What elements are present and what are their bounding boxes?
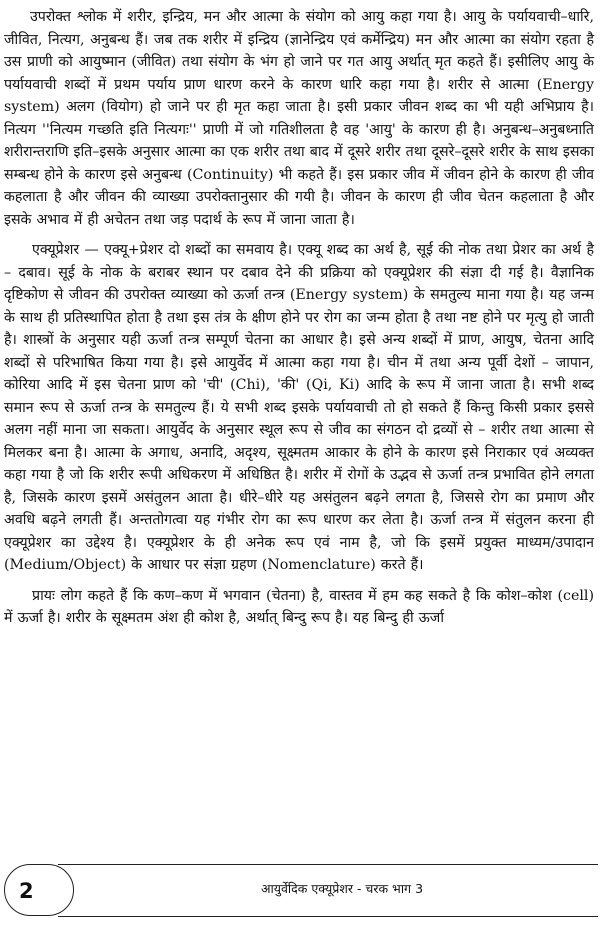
footer-bottom-rule	[58, 916, 598, 917]
page-number-badge	[4, 864, 74, 916]
footer-top-rule	[58, 864, 598, 865]
page-footer	[2, 858, 598, 920]
paragraph-cell-energy: प्रायः लोग कहते हैं कि कण–कण में भगवान (चेतना) है, वास्तव में हम कह सकते है कि कोश–कोश (cell) में ऊर्जा है। शरीर के सूक्ष्मतम अंश ही कोश है, अर्थात् बिन्दु रूप है। यह बिन्दु ही ऊर्जा	[4, 587, 594, 626]
page-number: 2	[19, 879, 34, 903]
footer-book-title: आयुर्वेदिक एक्यूप्रेशर - चरक भाग 3	[260, 881, 424, 896]
paragraph-acupressure-definition: एक्यूप्रेशर — एक्यू+प्रेशर दो शब्दों का समवाय है। एक्यू शब्द का अर्थ है, सूई की नोक तथा प्रेशर का अर्थ है – दबाव। सूई के नोक के बराबर स्थान पर दबाव देने की प्रक्रिया को एक्यूप्रेशर की संज्ञा दी गई है। वैज्ञानिक दृष्टिकोण से जीवन की उपरोक्त व्याख्या को ऊर्जा तन्त्र (Energy system) के समतुल्य माना गया है। यह जन्म के साथ ही प्रतिस्थापित होता है तथा इस तंत्र के क्षीण होने पर रोग का जन्म होता है तथा नष्ट होने पर मृत्यु हो जाती है। शास्त्रों के अनुसार यही ऊर्जा तन्त्र सम्पूर्ण चेतना का आधार है। इसे अन्य शब्दों में प्राण, आयुष, चेतना आदि शब्दों से परिभाषित किया गया है। इसे आयुर्वेद में आत्मा कहा गया है। चीन में तथा अन्य पूर्वी देशों – जापान, कोरिया आदि में इस चेतना प्राण को 'ची' (Chi), 'की' (Qi, Ki) आदि के रूप में जाना जाता है। सभी शब्द समान रूप से ऊर्जा तन्त्र के समतुल्य हैं। ये सभी शब्द इसके पर्यायवाची तो हो सकते हैं किन्तु किसी प्रकार इससे अलग नहीं माना जा सकता। आयुर्वेद के अनुसार स्थूल रूप से जीव का संगठन दो द्रव्यों से – शरीर तथा आत्मा से मिलकर बना है। आत्मा के अगाध, अनादि, अदृश्य, सूक्ष्मतम आकार के होने के कारण इसे निराकार एवं अव्यक्त कहा गया है जो कि शरीर रूपी अधिकरण में अधिष्ठित है। शरीर में रोगों के उद्भव से ऊर्जा तन्त्र प्रभावित होने लगता है, जिसके कारण इसमें असंतुलन आता है। धीरे–धीरे यह असंतुलन बढ़ने लगता है, जिससे रोग का प्रमाण और अवधि बढ़ने लगती हैं। अन्ततोगत्वा यह गंभीर रोग का रूप धारण कर लेता है। ऊर्जा तन्त्र में संतुलन करना ही एक्यूप्रेशर का उद्देश्य है। एक्यूप्रेशर के ही अनेक रूप एवं नाम है, जो कि इसमें प्रयुक्त माध्यम/उपादान (Medium/Object) के आधार पर संज्ञा ग्रहण (Nomenclature) करते हैं।	[4, 242, 594, 573]
paragraph-ayu-definition: उपरोक्त श्लोक में शरीर, इन्द्रिय, मन और आत्मा के संयोग को आयु कहा गया है। आयु के पर्यायवाची–धारि, जीवित, नित्यग, अनुबन्ध हैं। जब तक शरीर में इन्द्रिय (ज्ञानेन्द्रिय एवं कर्मेन्द्रिय) मन और आत्मा का संयोग रहता है उस प्राणी को आयुष्मान (जीवित) तथा संयोग के भंग हो जाने पर गत आयु अर्थात् मृत कहते हैं। इसीलिए आयु के पर्यायवाची शब्दों में प्रथम पर्याय प्राण धारण करने के कारण धारि कहा गया है। शरीर से आत्मा (Energy system) अलग (वियोग) हो जाने पर ही मृत कहा जाता है। इसी प्रकार जीवन शब्द का भी यही अभिप्राय है। नित्यग ''नित्यम गच्छति इति नित्यगः'' प्राणी में जो गतिशीलता है वह 'आयु' के कारण ही है। अनुबन्ध–अनुबध्नाति शरीरान्तराणि इति–इसके अनुसार आत्मा का एक शरीर तथा बाद में दूसरे शरीर तथा दूसरे–दूसरे शरीर के साथ इसका सम्बन्ध होने के कारण इसे अनुबन्ध (Continuity) भी कहते हैं। इस प्रकार जीव में जीवन होने के कारण ही जीव कहलाता है और जीवन की व्याख्या उपरोक्तानुसार की गयी है। जीवन के कारण ही जीव चेतन कहलाता है और इसके अभाव में ही अचेतन तथा जड़ पदार्थ के रूप में जाना जाता है।	[4, 9, 594, 228]
body-text	[4, 6, 594, 638]
